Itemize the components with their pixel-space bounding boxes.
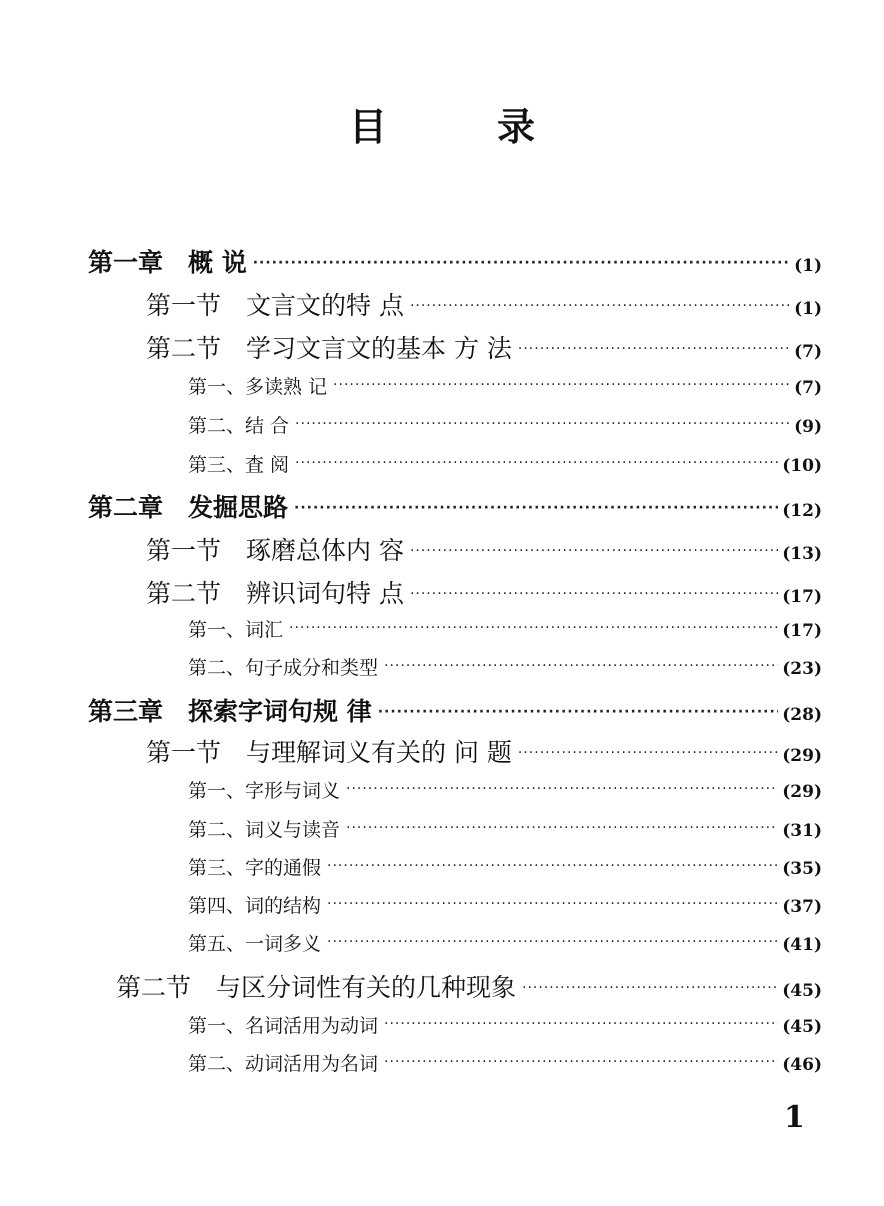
toc-entry-label: 第一、词汇 (188, 619, 284, 641)
toc-entry-label: 第一章 概 说 (88, 248, 247, 277)
dot-leader (346, 781, 778, 797)
toc-entry-section[interactable] (146, 286, 822, 322)
toc-page-number: (7) (794, 342, 822, 362)
dot-leader (253, 255, 790, 271)
title-char-2: 录 (497, 105, 536, 149)
toc-entry-section[interactable] (146, 329, 822, 365)
toc-entry-label: 第二、动词活用为名词 (188, 1053, 379, 1075)
toc-page-number: (12) (782, 501, 822, 521)
dot-leader (518, 341, 790, 357)
toc-page-number: (1) (794, 256, 822, 276)
dot-leader (327, 896, 778, 912)
toc-page-number: (35) (782, 859, 822, 879)
toc-entry-section[interactable] (146, 733, 822, 769)
toc-entry-label: 第一节 琢磨总体内 容 (146, 536, 404, 565)
toc-page-number: (10) (782, 456, 822, 476)
toc-entry-label: 第一、名词活用为动词 (188, 1015, 379, 1037)
title-char-1: 目 (348, 105, 387, 149)
dot-leader (410, 586, 778, 602)
dot-leader (522, 980, 778, 996)
toc-entry-label: 第一节 文言文的特 点 (146, 291, 404, 320)
dot-leader (384, 658, 778, 674)
dot-leader (295, 455, 778, 471)
page-number: 1 (784, 1100, 805, 1135)
toc-entry-label: 第五、一词多义 (188, 933, 322, 955)
toc-entry-label: 第二、结 合 (188, 415, 290, 437)
toc-entry-item[interactable] (188, 615, 822, 642)
toc-entry-label: 第三、査 阅 (188, 454, 290, 476)
toc-entry-label: 第二节 学习文言文的基本 方 法 (146, 334, 512, 363)
toc-entry-item[interactable] (188, 372, 822, 399)
toc-entry-label: 第二节 与区分词性有关的几种现象 (116, 973, 517, 1002)
toc-page-number: (7) (794, 378, 822, 398)
toc-entry-item[interactable] (188, 853, 822, 880)
toc-page-number: (1) (794, 299, 822, 319)
toc-entry-label: 第二、句子成分和类型 (188, 657, 379, 679)
toc-page-number: (41) (782, 935, 822, 955)
dot-leader (384, 1054, 778, 1070)
toc-entry-section[interactable] (146, 531, 822, 567)
toc-page-number: (23) (782, 659, 822, 679)
toc-entry-item[interactable] (188, 929, 822, 956)
toc-entry-section[interactable] (146, 574, 822, 610)
dot-leader (327, 934, 778, 950)
toc-entry-label: 第二章 发掘思路 (88, 493, 289, 522)
toc-entry-section[interactable] (116, 968, 822, 1004)
toc-entry-label: 第一、多读熟 记 (188, 376, 328, 398)
dot-leader (410, 543, 778, 559)
toc-page-number: (17) (782, 587, 822, 607)
dot-leader (410, 298, 790, 314)
toc-entry-item[interactable] (188, 450, 822, 477)
toc-entry-label: 第三、字的通假 (188, 857, 322, 879)
toc-entry-label: 第一节 与理解词义有关的 问 题 (146, 738, 512, 767)
toc-entry-chapter[interactable] (88, 243, 822, 279)
dot-leader (346, 820, 778, 836)
toc-page-number: (46) (782, 1055, 822, 1075)
toc-page-number: (29) (782, 746, 822, 766)
toc-entry-item[interactable] (188, 1049, 822, 1076)
toc-entry-label: 第二节 辨识词句特 点 (146, 579, 404, 608)
toc-entry-chapter[interactable] (88, 692, 822, 728)
toc-page-number: (9) (794, 417, 822, 437)
toc-entry-label: 第二、词义与读音 (188, 819, 341, 841)
toc-page-number: (28) (782, 705, 822, 725)
toc-entry-label: 第一、字形与词义 (188, 780, 341, 802)
dot-leader (294, 500, 778, 516)
dot-leader (289, 620, 778, 636)
toc-entry-item[interactable] (188, 815, 822, 842)
dot-leader (384, 1016, 778, 1032)
toc-entry-item[interactable] (188, 1011, 822, 1038)
toc-page-number: (13) (782, 544, 822, 564)
toc-page-number: (45) (782, 1017, 822, 1037)
page-title (0, 103, 884, 151)
toc-entry-item[interactable] (188, 411, 822, 438)
toc-entry-chapter[interactable] (88, 488, 822, 524)
toc-entry-item[interactable] (188, 653, 822, 680)
toc-entry-label: 第四、词的结构 (188, 895, 322, 917)
toc-page-number: (45) (782, 981, 822, 1001)
dot-leader (295, 416, 790, 432)
toc-page-number: (37) (782, 897, 822, 917)
dot-leader (378, 704, 779, 720)
toc-entry-item[interactable] (188, 891, 822, 918)
toc-page-number: (31) (782, 821, 822, 841)
toc-entry-item[interactable] (188, 776, 822, 803)
dot-leader (327, 858, 778, 874)
toc-page-number: (29) (782, 782, 822, 802)
toc-page-number: (17) (782, 621, 822, 641)
dot-leader (333, 377, 790, 393)
toc-entry-label: 第三章 探索字词句规 律 (88, 697, 372, 726)
dot-leader (518, 745, 778, 761)
